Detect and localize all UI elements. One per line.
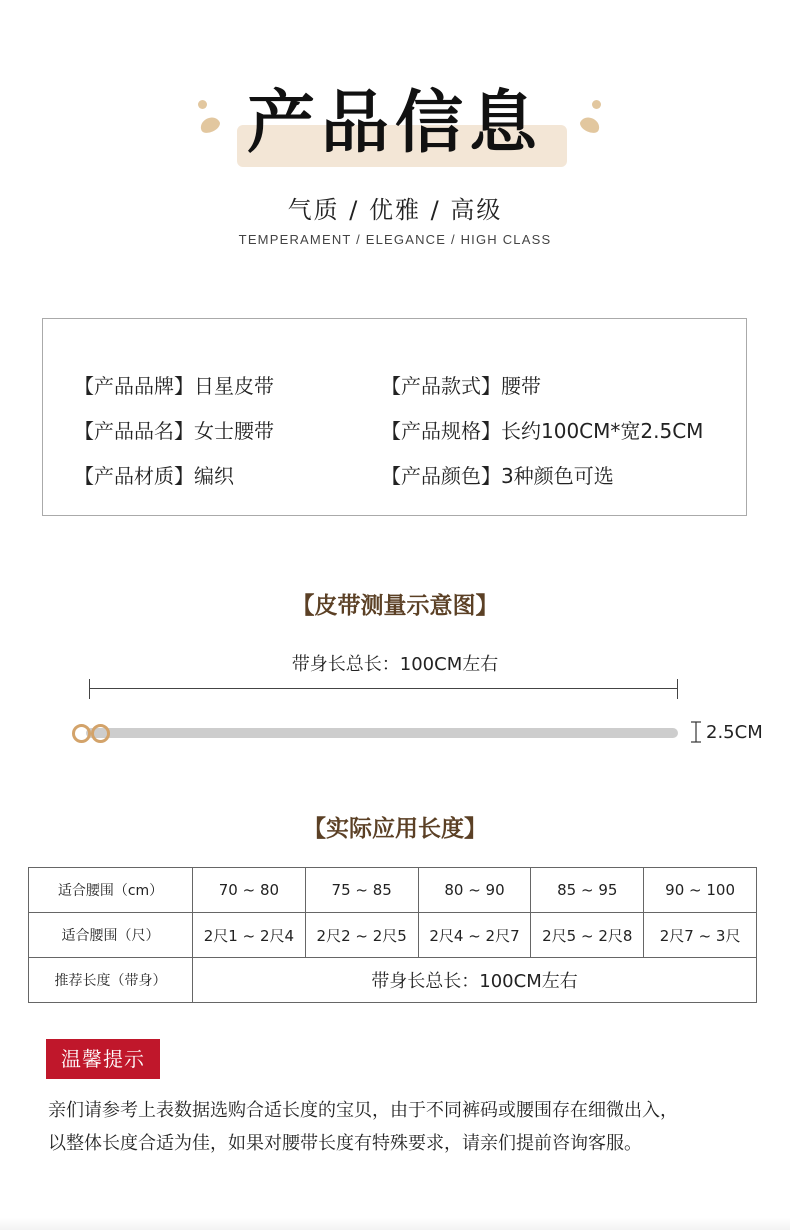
info-label: 【产品规格】 [381,419,501,443]
info-color [381,460,614,489]
table-row [29,958,757,1003]
info-label: 【产品品牌】 [74,374,194,398]
belt-buckle-ring-icon [91,724,110,743]
table-cell: 2尺1 ~ 2尺4 [193,913,306,958]
table-cell: 80 ~ 90 [418,868,531,913]
belt-buckle-ring-icon [72,724,91,743]
info-material [74,460,234,489]
width-bracket-icon [689,721,703,743]
info-value: 编织 [194,464,234,488]
info-label: 【产品材质】 [74,464,194,488]
info-label: 【产品款式】 [381,374,501,398]
info-value: 腰带 [501,374,541,398]
length-tick-left [89,679,90,699]
info-value: 3种颜色可选 [501,464,614,488]
table-cell: 2尺2 ~ 2尺5 [305,913,418,958]
table-cell: 90 ~ 100 [644,868,757,913]
belt-length-label: 带身长总长：100CM左右 [291,654,499,675]
page-title: 产品信息 [246,84,543,163]
bottom-fade [0,1218,790,1230]
page-subtitle: 气质 / 优雅 / 高级 [287,196,503,224]
belt-illustration [86,728,678,738]
table-cell: 75 ~ 85 [305,868,418,913]
info-value: 长约100CM*宽2.5CM [501,419,704,443]
usage-title: 【实际应用长度】 [303,816,487,842]
size-table [28,867,757,1003]
tip-text-line-1: 亲们请参考上表数据选购合适长度的宝贝，由于不同裤码或腰围存在细微出入， [48,1100,678,1121]
table-cell: 2尺7 ~ 3尺 [644,913,757,958]
tip-text-line-2: 以整体长度合适为佳，如果对腰带长度有特殊要求，请亲们提前咨询客服。 [48,1133,642,1154]
table-cell: 85 ~ 95 [531,868,644,913]
info-value: 日星皮带 [194,374,274,398]
recommend-value-cell: 带身长总长：100CM左右 [193,958,757,1003]
table-cell: 70 ~ 80 [193,868,306,913]
table-cell: 2尺5 ~ 2尺8 [531,913,644,958]
row-head-waist-cm: 适合腰围（cm） [29,868,193,913]
page-subtitle-english: TEMPERAMENT / ELEGANCE / HIGH CLASS [238,232,552,247]
info-spec [381,415,703,444]
info-label: 【产品品名】 [74,419,194,443]
table-row [29,868,757,913]
row-head-waist-chi: 适合腰围（尺） [29,913,193,958]
info-value: 女士腰带 [194,419,274,443]
tip-badge: 温馨提示 [46,1039,160,1079]
info-style [381,370,541,399]
length-dimension-line [90,688,678,689]
row-head-recommend: 推荐长度（带身） [29,958,193,1003]
length-tick-right [677,679,678,699]
measure-title: 【皮带测量示意图】 [291,593,499,619]
info-brand [74,370,274,399]
info-name [74,415,274,444]
belt-width-label: 2.5CM [706,722,763,743]
info-label: 【产品颜色】 [381,464,501,488]
table-row [29,913,757,958]
table-cell: 2尺4 ~ 2尺7 [418,913,531,958]
